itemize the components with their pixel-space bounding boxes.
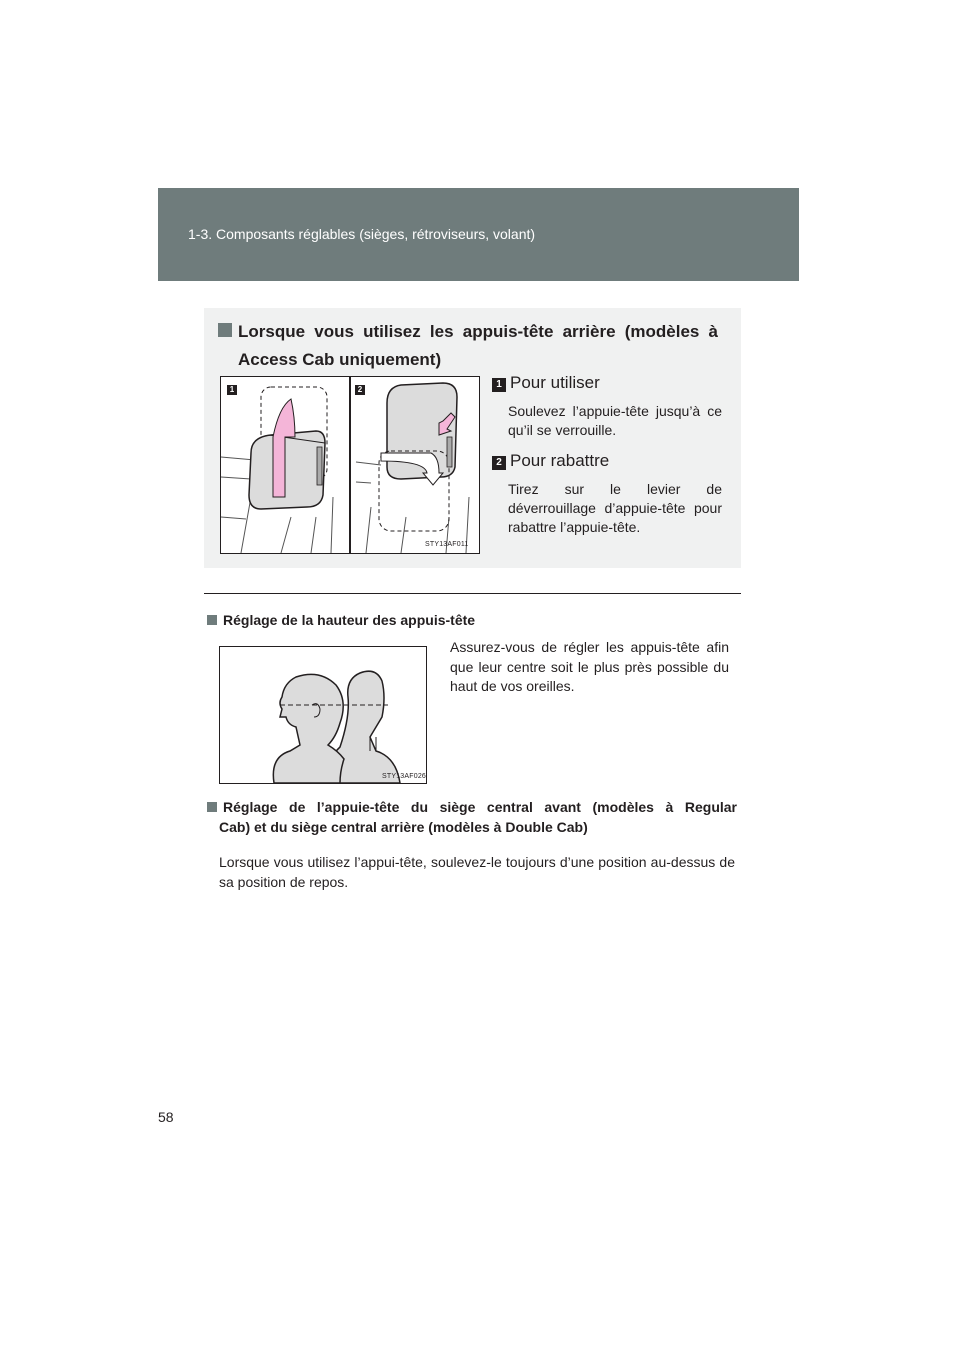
box-title-line1: Lorsque vous utilisez les appuis-tête arrière (modèles à: [218, 318, 718, 346]
page-number: 58: [158, 1109, 174, 1125]
center-section-title: [207, 797, 737, 837]
rear-headrest-box: [204, 308, 741, 568]
section-divider: [204, 593, 741, 594]
center-title-line1: Réglage de l’appuie-tête du siège central avant (modèles à Regular: [207, 797, 737, 817]
headrest-illustration: [220, 376, 480, 554]
step-1: [492, 372, 722, 440]
head-height-icon: [220, 647, 426, 783]
height-section-title: Réglage de la hauteur des appuis-tête: [207, 610, 475, 630]
box-title: [218, 318, 718, 374]
box-title-line2: Access Cab uniquement): [238, 350, 442, 369]
square-bullet-icon: [207, 802, 217, 812]
step-number-1: 1: [492, 378, 506, 392]
step-2-desc: Tirez sur le levier de déverrouillage d’appuie-tête pour rabattre l’appuie-tête.: [508, 481, 722, 535]
section-title: 1-3. Composants réglables (sièges, rétroviseurs, volant): [188, 226, 536, 242]
figure-marker-1: 1: [227, 385, 237, 395]
head-height-illustration: [219, 646, 427, 784]
step-2-heading: 2 Pour rabattre: [492, 450, 722, 472]
center-title-line2: Cab) et du siège central arrière (modèles à Double Cab): [219, 819, 588, 835]
square-bullet-icon: [218, 323, 232, 337]
figure-code: STY13AF026: [382, 773, 427, 780]
figure-code: STY13AF011: [425, 541, 469, 548]
step-1-desc: Soulevez l’appuie-tête jusqu’à ce qu’il se verrouille.: [508, 403, 722, 438]
step-number-2: 2: [492, 456, 506, 470]
square-bullet-icon: [207, 615, 217, 625]
step-1-heading: 1 Pour utiliser: [492, 372, 722, 394]
figure-marker-2: 2: [355, 385, 365, 395]
section-header: [158, 188, 799, 281]
center-section-text: Lorsque vous utilisez l’appui-tête, soulevez-le toujours d’une position au-dessus de sa position de repos.: [219, 854, 735, 890]
height-section-text: Assurez-vous de régler les appuis-tête afin que leur centre soit le plus près possible du haut de vos oreilles.: [450, 639, 729, 694]
step-2: [492, 450, 722, 537]
headrest-raise-lower-icon: [221, 377, 479, 553]
